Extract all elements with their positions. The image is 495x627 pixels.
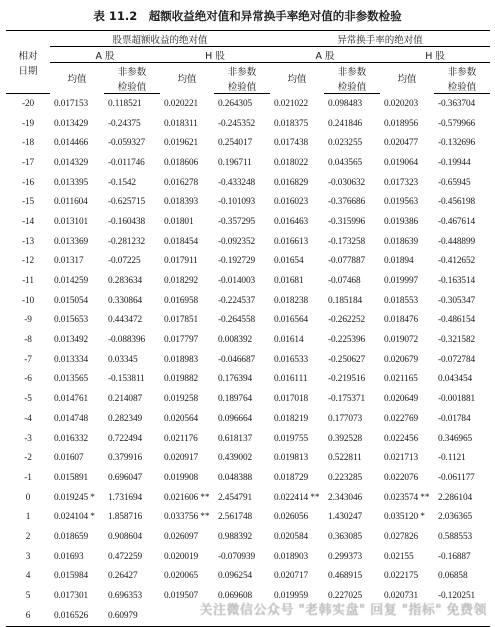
table-row xyxy=(6,350,490,370)
table-row xyxy=(6,370,490,390)
relative-day-cell: 0 xyxy=(25,492,31,503)
table-row xyxy=(6,192,490,212)
table-row xyxy=(6,330,490,350)
value-cell: 0.015891 xyxy=(54,472,89,483)
group-header-excess-return: 股票超额收益的绝对值 xyxy=(50,31,270,47)
value-cell: -0.16887 xyxy=(438,551,471,562)
value-cell: 0.020477 xyxy=(384,138,419,149)
value-cell: 0.016564 xyxy=(274,315,309,326)
value-cell: 0.363085 xyxy=(328,531,363,542)
value-cell: 0.016278 xyxy=(164,177,199,188)
relative-day-cell: 1 xyxy=(25,512,31,523)
value-cell: 0.022076 xyxy=(384,472,419,483)
value-cell: -0.061177 xyxy=(438,472,475,483)
relative-day-cell: -17 xyxy=(21,157,35,168)
relative-day-header-line2: 日期 xyxy=(18,66,38,78)
relative-day-cell: 6 xyxy=(6,606,50,626)
value-cell: -0.456198 xyxy=(438,197,476,208)
value-cell: 0.016533 xyxy=(274,354,309,365)
value-cell: -0.486154 xyxy=(438,315,476,326)
mean-header: 均值 xyxy=(287,74,307,86)
value-cell: 0.017911 xyxy=(164,256,198,267)
relative-day-cell: -12 xyxy=(21,256,35,267)
value-cell: -0.163514 xyxy=(438,276,476,287)
value-cell: -0.219516 xyxy=(328,374,366,385)
relative-day-cell: 5 xyxy=(25,591,31,602)
relative-day-cell: 2 xyxy=(25,531,31,542)
mean-header: 均值 xyxy=(177,74,197,86)
value-cell: -0.376686 xyxy=(328,197,366,208)
value-cell: 0.472259 xyxy=(108,551,143,562)
value-cell: -0.321582 xyxy=(438,335,476,346)
value-cell: 0.024104 * xyxy=(54,512,95,523)
value-cell: 0.189764 xyxy=(218,394,253,405)
value-cell: 0.014329 xyxy=(54,157,89,168)
relative-day-header-line1: 相对 xyxy=(18,50,38,62)
table-row xyxy=(6,567,490,587)
value-cell: 0.018659 xyxy=(54,531,89,542)
value-cell: -0.046687 xyxy=(218,354,256,365)
value-cell: -0.1542 xyxy=(108,177,136,188)
value-cell: 0.020649 xyxy=(384,394,419,405)
value-cell: 0.696047 xyxy=(108,472,143,483)
value-cell: -0.132696 xyxy=(438,138,476,149)
value-cell: 0.118521 xyxy=(108,98,142,109)
relative-day-cell: -6 xyxy=(24,374,32,385)
value-cell: -0.225396 xyxy=(328,335,366,346)
value-cell: 0.019908 xyxy=(164,472,199,483)
relative-day-cell: -10 xyxy=(21,295,35,306)
value-cell: 0.017323 xyxy=(384,177,419,188)
value-cell: 0.022175 xyxy=(384,571,419,582)
corner-cell xyxy=(6,31,50,47)
value-cell: 0.018956 xyxy=(384,118,419,129)
value-cell: -0.305347 xyxy=(438,295,476,306)
value-cell: 0.043454 xyxy=(438,374,473,385)
value-cell: 0.020717 xyxy=(274,571,309,582)
value-cell: 0.214087 xyxy=(108,394,143,405)
value-cell: 0.017153 xyxy=(54,98,89,109)
value-cell: 0.01607 xyxy=(54,453,84,464)
value-cell: 0.017851 xyxy=(164,315,199,326)
value-cell: 0.018219 xyxy=(274,413,309,424)
table-row xyxy=(6,409,490,429)
value-cell: -0.245352 xyxy=(218,118,256,129)
value-cell: 0.020731 xyxy=(384,591,419,602)
value-cell: -0.264558 xyxy=(218,315,256,326)
value-cell: 2.286104 xyxy=(438,492,473,503)
value-cell: 0.013101 xyxy=(54,216,89,227)
value-cell: 2.343046 xyxy=(328,492,363,503)
value-cell: -0.077887 xyxy=(328,256,366,267)
value-cell: 0.018292 xyxy=(164,276,199,287)
value-cell: -0.192729 xyxy=(218,256,256,267)
value-cell: 0.020203 xyxy=(384,98,419,109)
value-cell: 0.018393 xyxy=(164,197,199,208)
value-cell: 0.196711 xyxy=(218,157,252,168)
table-row xyxy=(6,547,490,567)
nonparametric-test-table xyxy=(6,30,490,627)
value-cell: 0.223285 xyxy=(328,472,363,483)
value-cell: 0.018606 xyxy=(164,157,199,168)
watermark-footer: 关注微信公众号 "老韩实盘" 回复 "指标" 免费领 xyxy=(199,603,487,618)
value-cell: 0.008392 xyxy=(218,335,253,346)
relative-day-cell: -11 xyxy=(22,276,34,287)
value-cell: -0.120251 xyxy=(438,591,476,602)
value-cell: -0.1121 xyxy=(438,453,466,464)
value-cell: 0.019258 xyxy=(164,394,199,405)
value-cell: 0.722494 xyxy=(108,433,143,444)
table-title: 表 11.2 超额收益绝对值和异常换手率绝对值的非参数检验 xyxy=(93,9,402,23)
h-share-header: H 股 xyxy=(380,47,490,63)
value-cell: 0.227025 xyxy=(328,591,363,602)
value-cell: 0.016526 xyxy=(50,606,104,626)
value-cell: 0.019813 xyxy=(274,453,309,464)
value-cell: 0.019072 xyxy=(384,335,419,346)
mean-header: 均值 xyxy=(67,74,87,86)
value-cell: 0.618137 xyxy=(218,433,253,444)
value-cell: 0.043565 xyxy=(328,157,363,168)
table-row xyxy=(6,448,490,468)
table-row xyxy=(6,291,490,311)
value-cell: 0.018729 xyxy=(274,472,309,483)
value-cell: 0.018476 xyxy=(384,315,419,326)
table-row xyxy=(6,252,490,272)
value-cell: 0.017018 xyxy=(274,394,309,405)
value-cell: -0.363704 xyxy=(438,98,476,109)
nonparam-header-line2: 检验值 xyxy=(104,78,160,94)
relative-day-cell: -8 xyxy=(24,335,32,346)
value-cell: 0.588553 xyxy=(438,531,473,542)
value-cell: -0.579966 xyxy=(438,118,476,129)
value-cell: 1.430247 xyxy=(328,512,363,523)
relative-day-cell: -1 xyxy=(24,472,32,483)
value-cell: 0.026056 xyxy=(274,512,309,523)
value-cell: -0.65945 xyxy=(438,177,471,188)
value-cell: -0.467614 xyxy=(438,216,476,227)
nonparam-header-line1: 非参数 xyxy=(447,66,477,78)
value-cell: 0.01894 xyxy=(384,256,414,267)
value-cell: 0.020917 xyxy=(164,453,199,464)
value-cell: 0.522811 xyxy=(328,453,362,464)
value-cell: 0.241846 xyxy=(328,118,363,129)
value-cell: 0.013395 xyxy=(54,177,89,188)
table-body xyxy=(6,94,490,627)
nonparam-header-line2: 检验值 xyxy=(214,78,270,94)
value-cell: -0.072784 xyxy=(438,354,476,365)
value-cell: 0.096254 xyxy=(218,571,253,582)
value-cell: -0.101093 xyxy=(218,197,256,208)
nonparam-header-line1: 非参数 xyxy=(227,66,257,78)
table-row xyxy=(6,429,490,449)
value-cell: -0.001881 xyxy=(438,394,476,405)
relative-day-cell: -19 xyxy=(21,118,35,129)
value-cell: 1.731694 xyxy=(108,492,143,503)
nonparam-header-line2: 检验值 xyxy=(324,78,380,94)
table-row xyxy=(6,488,490,508)
value-cell: 0.018375 xyxy=(274,118,309,129)
value-cell: -0.224537 xyxy=(218,295,256,306)
value-cell: 0.299373 xyxy=(328,551,363,562)
value-cell: 0.013369 xyxy=(54,236,89,247)
value-cell: 0.015653 xyxy=(54,315,89,326)
value-cell: 0.254017 xyxy=(218,138,253,149)
relative-day-cell: -5 xyxy=(24,394,32,405)
value-cell: 0.026097 xyxy=(164,531,199,542)
relative-day-cell: -9 xyxy=(24,315,32,326)
value-cell: 0.379916 xyxy=(108,453,143,464)
value-cell: 0.020221 xyxy=(164,98,199,109)
value-cell: 0.330864 xyxy=(108,295,143,306)
value-cell: 0.020679 xyxy=(384,354,419,365)
value-cell: 0.282349 xyxy=(108,413,143,424)
value-cell: 0.01681 xyxy=(274,276,304,287)
value-cell: -0.315996 xyxy=(328,216,366,227)
value-cell: -0.059327 xyxy=(108,138,146,149)
value-cell: 0.016829 xyxy=(274,177,309,188)
relative-day-cell: -15 xyxy=(21,197,35,208)
value-cell: 0.019563 xyxy=(384,197,419,208)
value-cell: 0.021713 xyxy=(384,453,419,464)
value-cell: 0.020019 xyxy=(164,551,199,562)
value-cell: 0.020065 xyxy=(164,571,199,582)
value-cell: 0.014748 xyxy=(54,413,89,424)
value-cell: 0.439002 xyxy=(218,453,253,464)
value-cell: 0.283634 xyxy=(108,276,143,287)
value-cell: 0.019386 xyxy=(384,216,419,227)
value-cell: -0.19944 xyxy=(438,157,471,168)
value-cell: 0.033756 ** xyxy=(164,512,210,523)
relative-day-cell: -14 xyxy=(21,216,35,227)
value-cell: 0.018454 xyxy=(164,236,199,247)
value-cell: 0.015984 xyxy=(54,571,89,582)
nonparam-header-line1: 非参数 xyxy=(117,66,147,78)
value-cell: 0.346965 xyxy=(438,433,473,444)
value-cell: 0.014761 xyxy=(54,394,89,405)
value-cell: 0.01801 xyxy=(164,216,194,227)
value-cell: 0.01614 xyxy=(274,335,304,346)
relative-day-cell: -3 xyxy=(24,433,32,444)
value-cell: 0.988392 xyxy=(218,531,253,542)
value-cell: 0.177073 xyxy=(328,413,363,424)
value-cell: -0.153811 xyxy=(108,374,145,385)
value-cell: 0.018639 xyxy=(384,236,419,247)
value-cell: -0.433248 xyxy=(218,177,256,188)
value-cell: 2.561748 xyxy=(218,512,253,523)
value-cell: 0.021022 xyxy=(274,98,309,109)
value-cell: -0.092352 xyxy=(218,236,256,247)
value-cell: -0.412652 xyxy=(438,256,476,267)
value-cell: 0.014466 xyxy=(54,138,89,149)
value-cell: -0.160438 xyxy=(108,216,146,227)
value-cell: -0.262252 xyxy=(328,315,366,326)
value-cell: 0.016958 xyxy=(164,295,199,306)
value-cell: 0.011604 xyxy=(54,197,88,208)
value-cell: 0.019997 xyxy=(384,276,419,287)
relative-day-cell: -13 xyxy=(21,236,35,247)
relative-day-cell: -4 xyxy=(24,413,32,424)
value-cell: 0.176394 xyxy=(218,374,253,385)
value-cell: 0.018903 xyxy=(274,551,309,562)
value-cell: 1.858716 xyxy=(108,512,143,523)
table-row xyxy=(6,311,490,331)
relative-day-cell: -20 xyxy=(21,98,35,109)
value-cell: -0.070939 xyxy=(218,551,256,562)
value-cell: 0.392528 xyxy=(328,433,363,444)
value-cell: 0.02155 xyxy=(384,551,414,562)
table-row xyxy=(6,114,490,134)
table-row xyxy=(6,507,490,527)
mean-header: 均值 xyxy=(397,74,417,86)
value-cell: 0.022769 xyxy=(384,413,419,424)
value-cell: 0.264305 xyxy=(218,98,253,109)
value-cell: -0.011746 xyxy=(108,157,145,168)
value-cell: 0.021176 xyxy=(164,433,198,444)
value-cell: 0.01654 xyxy=(274,256,304,267)
value-cell: 0.26427 xyxy=(108,571,138,582)
value-cell: -0.014003 xyxy=(218,276,256,287)
value-cell: 0.022414 ** xyxy=(274,492,320,503)
value-cell: 0.021606 ** xyxy=(164,492,210,503)
value-cell: 0.017438 xyxy=(274,138,309,149)
value-cell: -0.07225 xyxy=(108,256,141,267)
value-cell: 0.023255 xyxy=(328,138,363,149)
value-cell: 0.016332 xyxy=(54,433,89,444)
value-cell: 0.035120 * xyxy=(384,512,425,523)
table-row xyxy=(6,527,490,547)
value-cell: 0.016463 xyxy=(274,216,309,227)
nonparam-header-line2: 检验值 xyxy=(434,78,490,94)
relative-day-cell: 3 xyxy=(25,551,31,562)
table-row xyxy=(6,173,490,193)
value-cell: 0.01693 xyxy=(54,551,84,562)
value-cell: 0.185184 xyxy=(328,295,363,306)
value-cell: 0.019507 xyxy=(164,591,199,602)
value-cell: -0.07468 xyxy=(328,276,361,287)
relative-day-cell: -7 xyxy=(24,354,32,365)
value-cell: 0.468915 xyxy=(328,571,363,582)
value-cell: 0.020564 xyxy=(164,413,199,424)
value-cell: 0.019959 xyxy=(274,591,309,602)
value-cell: -0.250627 xyxy=(328,354,366,365)
value-cell: 0.016023 xyxy=(274,197,309,208)
value-cell: -0.281232 xyxy=(108,236,146,247)
header-spacer xyxy=(6,78,50,94)
value-cell: -0.175371 xyxy=(328,394,366,405)
nonparam-header-line1: 非参数 xyxy=(337,66,367,78)
value-cell: -0.24375 xyxy=(108,118,141,129)
value-cell: 0.019882 xyxy=(164,374,199,385)
value-cell: 0.696353 xyxy=(108,591,143,602)
value-cell: 0.018983 xyxy=(164,354,199,365)
value-cell: 0.60979 xyxy=(104,606,160,626)
value-cell: 0.020584 xyxy=(274,531,309,542)
value-cell: 0.096664 xyxy=(218,413,253,424)
relative-day-cell: 4 xyxy=(25,571,31,582)
value-cell: 0.03345 xyxy=(108,354,138,365)
table-row xyxy=(6,133,490,153)
value-cell: 0.016613 xyxy=(274,236,309,247)
value-cell: 0.022456 xyxy=(384,433,419,444)
value-cell: 0.027826 xyxy=(384,531,419,542)
value-cell: -0.448899 xyxy=(438,236,476,247)
value-cell: 0.013492 xyxy=(54,335,89,346)
a-share-header: A 股 xyxy=(50,47,160,63)
value-cell: 0.018311 xyxy=(164,118,198,129)
value-cell: -0.088396 xyxy=(108,335,146,346)
table-row xyxy=(6,212,490,232)
value-cell: -0.030632 xyxy=(328,177,366,188)
value-cell: 0.069608 xyxy=(218,591,253,602)
relative-day-cell: -16 xyxy=(21,177,35,188)
value-cell: 0.013429 xyxy=(54,118,89,129)
value-cell: 0.014259 xyxy=(54,276,89,287)
value-cell: 0.019064 xyxy=(384,157,419,168)
table-row xyxy=(6,389,490,409)
value-cell: 0.018553 xyxy=(384,295,419,306)
value-cell: 0.06858 xyxy=(438,571,468,582)
value-cell: -0.357295 xyxy=(218,216,256,227)
value-cell: 0.908604 xyxy=(108,531,143,542)
group-header-abnormal-turnover: 异常换手率的绝对值 xyxy=(270,31,490,47)
relative-day-cell: -2 xyxy=(24,453,32,464)
value-cell: 0.443472 xyxy=(108,315,143,326)
table-row xyxy=(6,94,490,114)
value-cell: 0.013565 xyxy=(54,374,89,385)
table-row xyxy=(6,153,490,173)
value-cell: 0.013334 xyxy=(54,354,89,365)
table-row xyxy=(6,232,490,252)
value-cell: 0.017797 xyxy=(164,335,199,346)
table-row xyxy=(6,468,490,488)
value-cell: 0.098483 xyxy=(328,98,363,109)
value-cell: 0.019245 * xyxy=(54,492,95,503)
value-cell: 0.017301 xyxy=(54,591,89,602)
value-cell: 2.036365 xyxy=(438,512,473,523)
value-cell: -0.625715 xyxy=(108,197,146,208)
value-cell: -0.173258 xyxy=(328,236,366,247)
value-cell: 2.454791 xyxy=(218,492,253,503)
value-cell: 0.015054 xyxy=(54,295,89,306)
value-cell: 0.021165 xyxy=(384,374,418,385)
value-cell: 0.048388 xyxy=(218,472,253,483)
a-share-header: A 股 xyxy=(270,47,380,63)
value-cell: 0.016111 xyxy=(274,374,308,385)
value-cell: -0.01784 xyxy=(438,413,471,424)
value-cell: 0.018238 xyxy=(274,295,309,306)
value-cell: 0.01317 xyxy=(54,256,84,267)
value-cell: 0.018022 xyxy=(274,157,309,168)
value-cell: 0.019755 xyxy=(274,433,309,444)
table-row xyxy=(6,271,490,291)
value-cell: 0.019621 xyxy=(164,138,199,149)
h-share-header: H 股 xyxy=(160,47,270,63)
value-cell: 0.023574 ** xyxy=(384,492,430,503)
relative-day-cell: -18 xyxy=(21,138,35,149)
